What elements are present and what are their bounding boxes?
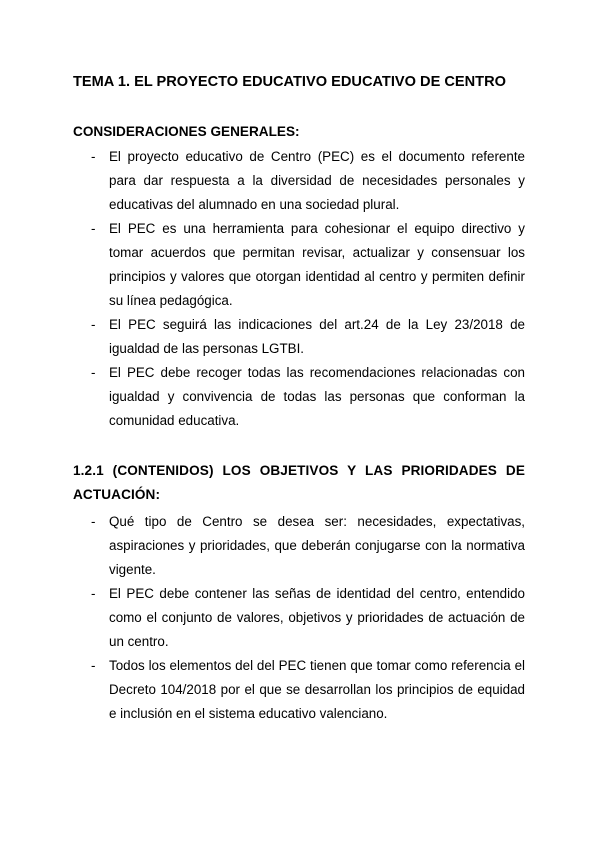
bullet-text: El PEC debe contener las señas de identidad del centro, entendido como el conjunto de valores, objetivos y prioridades de actuación de un centro. xyxy=(109,586,525,649)
list-item xyxy=(73,217,525,313)
bullet-text: El proyecto educativo de Centro (PEC) es el documento referente para dar respuesta a la diversidad de necesidades personales y educativas del alumnado en una sociedad plural. xyxy=(109,149,525,212)
section-heading-objetivos: 1.2.1 (CONTENIDOS) LOS OBJETIVOS Y LAS PRIORIDADES DE ACTUACIÓN: xyxy=(73,463,525,502)
list-item xyxy=(73,582,525,654)
section-heading-consideraciones: CONSIDERACIONES GENERALES: xyxy=(73,124,300,139)
bullet-dash: - xyxy=(91,221,96,236)
bullet-dash: - xyxy=(91,658,96,673)
bullet-text: El PEC seguirá las indicaciones del art.24 de la Ley 23/2018 de igualdad de las personas LGTBI. xyxy=(109,317,525,356)
bullet-list-objetivos xyxy=(73,510,525,726)
document-title: TEMA 1. EL PROYECTO EDUCATIVO EDUCATIVO DE CENTRO xyxy=(73,74,506,90)
bullet-text: Todos los elementos del del PEC tienen que tomar como referencia el Decreto 104/2018 por el que se desarrollan los principios de equidad e inclusión en el sistema educativo valenciano. xyxy=(109,658,525,721)
bullet-text: Qué tipo de Centro se desea ser: necesidades, expectativas, aspiraciones y prioridades, que deberán conjugarse con la normativa vigente. xyxy=(109,514,525,577)
bullet-dash: - xyxy=(91,514,96,529)
bullet-dash: - xyxy=(91,586,96,601)
list-item xyxy=(73,654,525,726)
list-item xyxy=(73,510,525,582)
bullet-text: El PEC debe recoger todas las recomendaciones relacionadas con igualdad y convivencia de todas las personas que conforman la comunidad educativa. xyxy=(109,365,525,428)
list-item xyxy=(73,361,525,433)
bullet-dash: - xyxy=(91,317,96,332)
bullet-dash: - xyxy=(91,365,96,380)
bullet-list-consideraciones xyxy=(73,145,525,433)
list-item xyxy=(73,313,525,361)
bullet-dash: - xyxy=(91,149,96,164)
bullet-text: El PEC es una herramienta para cohesionar el equipo directivo y tomar acuerdos que permitan revisar, actualizar y consensuar los principios y valores que otorgan identidad al centro y permiten definir su línea pedagógica. xyxy=(109,221,525,308)
list-item xyxy=(73,145,525,217)
